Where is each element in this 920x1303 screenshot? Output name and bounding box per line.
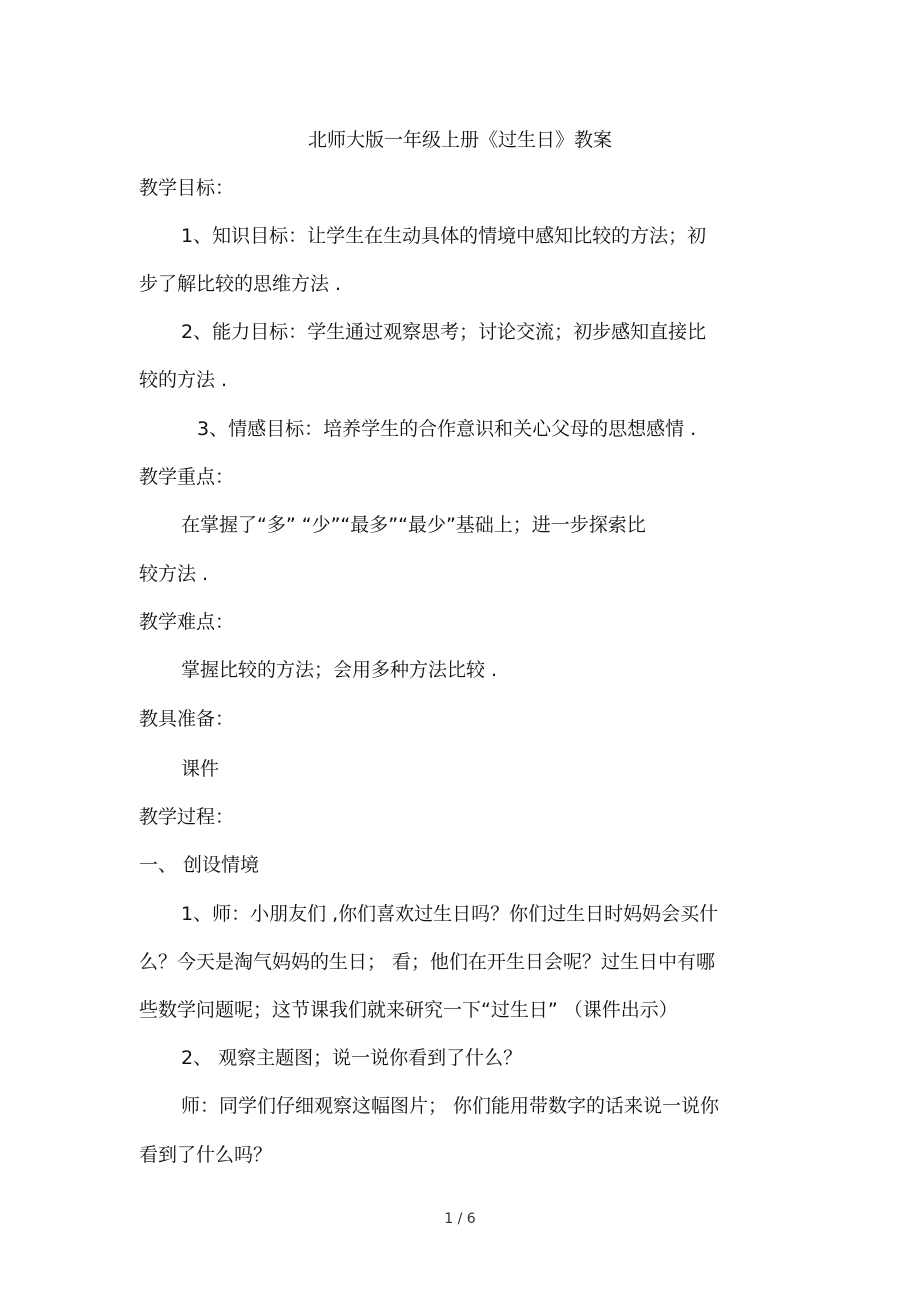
paragraph-line: 3、情感目标：培养学生的合作意识和关心父母的思想感情 . — [197, 418, 697, 440]
paragraph-line: 掌握比较的方法；会用多种方法比较 . — [181, 659, 498, 681]
paragraph-line: 在掌握了“多” “少”“最多”“最少”基础上；进一步探索比 — [181, 514, 646, 536]
paragraph-line: 看到了什么吗？ — [139, 1144, 273, 1166]
paragraph-line: 2、能力目标：学生通过观察思考；讨论交流；初步感知直接比 — [181, 321, 707, 343]
paragraph-line: 较方法 . — [139, 563, 209, 585]
paragraph-line: 课件 — [181, 758, 220, 780]
paragraph-line: 步了解比较的思维方法 . — [139, 273, 342, 295]
document-title: 北师大版一年级上册《过生日》教案 — [307, 129, 612, 151]
paragraph-line: 些数学问题呢；这节课我们就来研究一下“过生日” （课件出示） — [139, 999, 678, 1021]
heading-materials: 教具准备： — [139, 708, 235, 730]
section-heading: 一、 创设情境 — [139, 854, 260, 876]
heading-objectives: 教学目标： — [139, 177, 235, 199]
page-number: 1 / 6 — [444, 1211, 476, 1227]
paragraph-line: 么？今天是淘气妈妈的生日； 看；他们在开生日会呢？过生日中有哪 — [139, 951, 716, 973]
paragraph-line: 2、 观察主题图；说一说你看到了什么？ — [181, 1047, 523, 1069]
heading-process: 教学过程： — [139, 806, 235, 828]
heading-key-points: 教学重点： — [139, 466, 235, 488]
heading-difficulties: 教学难点： — [139, 611, 235, 633]
paragraph-line: 师：同学们仔细观察这幅图片； 你们能用带数字的话来说一说你 — [181, 1095, 720, 1117]
paragraph-line: 1、知识目标：让学生在生动具体的情境中感知比较的方法；初 — [181, 225, 707, 247]
paragraph-line: 较的方法 . — [139, 369, 228, 391]
paragraph-line: 1、师：小朋友们 ,你们喜欢过生日吗？你们过生日时妈妈会买什 — [181, 903, 719, 925]
